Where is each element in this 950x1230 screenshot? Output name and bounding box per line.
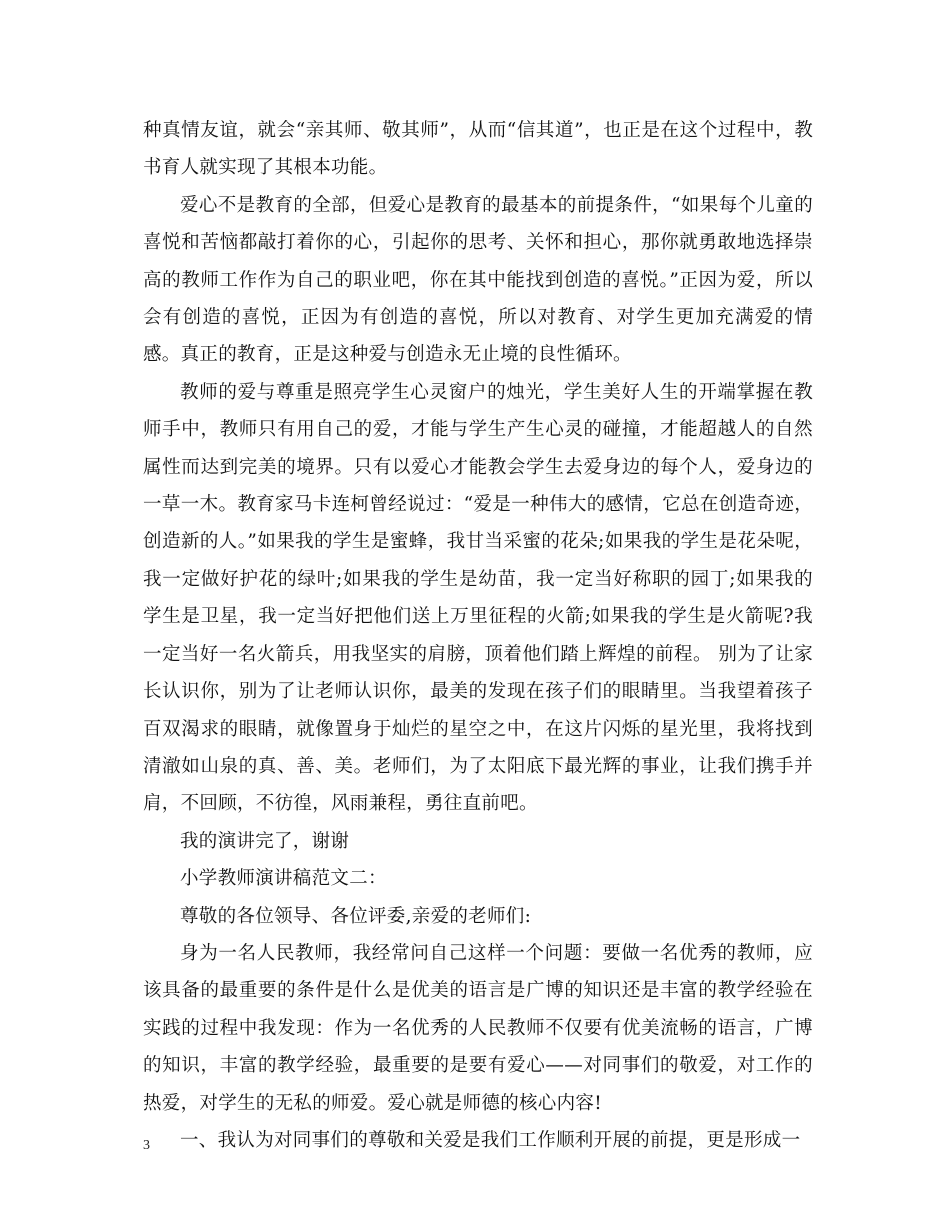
paragraph-5-section-title: 小学教师演讲稿范文二： xyxy=(180,868,387,890)
paragraph-3: 教师的爱与尊重是照亮学生心灵窗户的烛光，学生美好人生的开端掌握在教师手中，教师只有用自己的爱，才能与学生产生心灵的碰撞，才能超越人的自然属性而达到完美的境界。只有以爱心才能教会学生去爱身边的每个人，爱身边的一草一木。教育家马卡连柯曾经说过：“爱是一种伟大的感情，它总在创造奇迹，创造新的人。”如果我的学生是蜜蜂，我甘当采蜜的花朵;如果我的学生是花朵呢，我一定做好护花的绿叶;如果我的学生是幼苗，我一定当好称职的园丁;如果我的学生是卫星，我一定当好把他们送上万里征程的火箭;如果我的学生是火箭呢?我一定当好一名火箭兵，用我坚实的肩膀，顶着他们踏上辉煌的前程。 别为了让家长认识你，别为了让老师认识你，最美的发现在孩子们的眼睛里。当我望着孩子百双渴求的眼睛，就像置身于灿烂的星空之中，在这片闪烁的星光里，我将找到清澈如山泉的真、善、美。老师们，为了太阳底下最光辉的事业，让我们携手并肩，不回顾，不彷徨，风雨兼程，勇往直前吧。 xyxy=(143,381,813,815)
page-number: 3 xyxy=(143,1138,150,1153)
paragraph-1: 种真情友谊，就会“亲其师、敬其师”，从而“信其道”，也正是在这个过程中，教书育人就实现了其根本功能。 xyxy=(143,120,813,179)
document-body xyxy=(143,112,813,1159)
paragraph-7: 身为一名人民教师，我经常问自己这样一个问题：要做一名优秀的教师，应该具备的最重要的条件是什么是优美的语言是广博的知识还是丰富的教学经验在实践的过程中我发现：作为一名优秀的人民教师不仅要有优美流畅的语言，广博的知识，丰富的教学经验，最重要的是要有爱心——对同事们的敬爱，对工作的热爱，对学生的无私的师爱。爱心就是师德的核心内容! xyxy=(143,942,813,1114)
paragraph-2: 爱心不是教育的全部，但爱心是教育的最基本的前提条件，“如果每个儿童的喜悦和苦恼都敲打着你的心，引起你的思考、关怀和担心，那你就勇敢地选择崇高的教师工作作为自己的职业吧，你在其中能找到创造的喜悦。”正因为爱，所以会有创造的喜悦，正因为有创造的喜悦，所以对教育、对学生更加充满爱的情感。真正的教育，正是这种爱与创造永无止境的良性循环。 xyxy=(143,194,813,366)
paragraph-8: 一、我认为对同事们的尊敬和关爱是我们工作顺利开展的前提，更是形成一 xyxy=(180,1129,801,1151)
paragraph-6-salutation: 尊敬的各位领导、各位评委,亲爱的老师们: xyxy=(180,905,532,927)
paragraph-4: 我的演讲完了，谢谢 xyxy=(180,830,350,852)
